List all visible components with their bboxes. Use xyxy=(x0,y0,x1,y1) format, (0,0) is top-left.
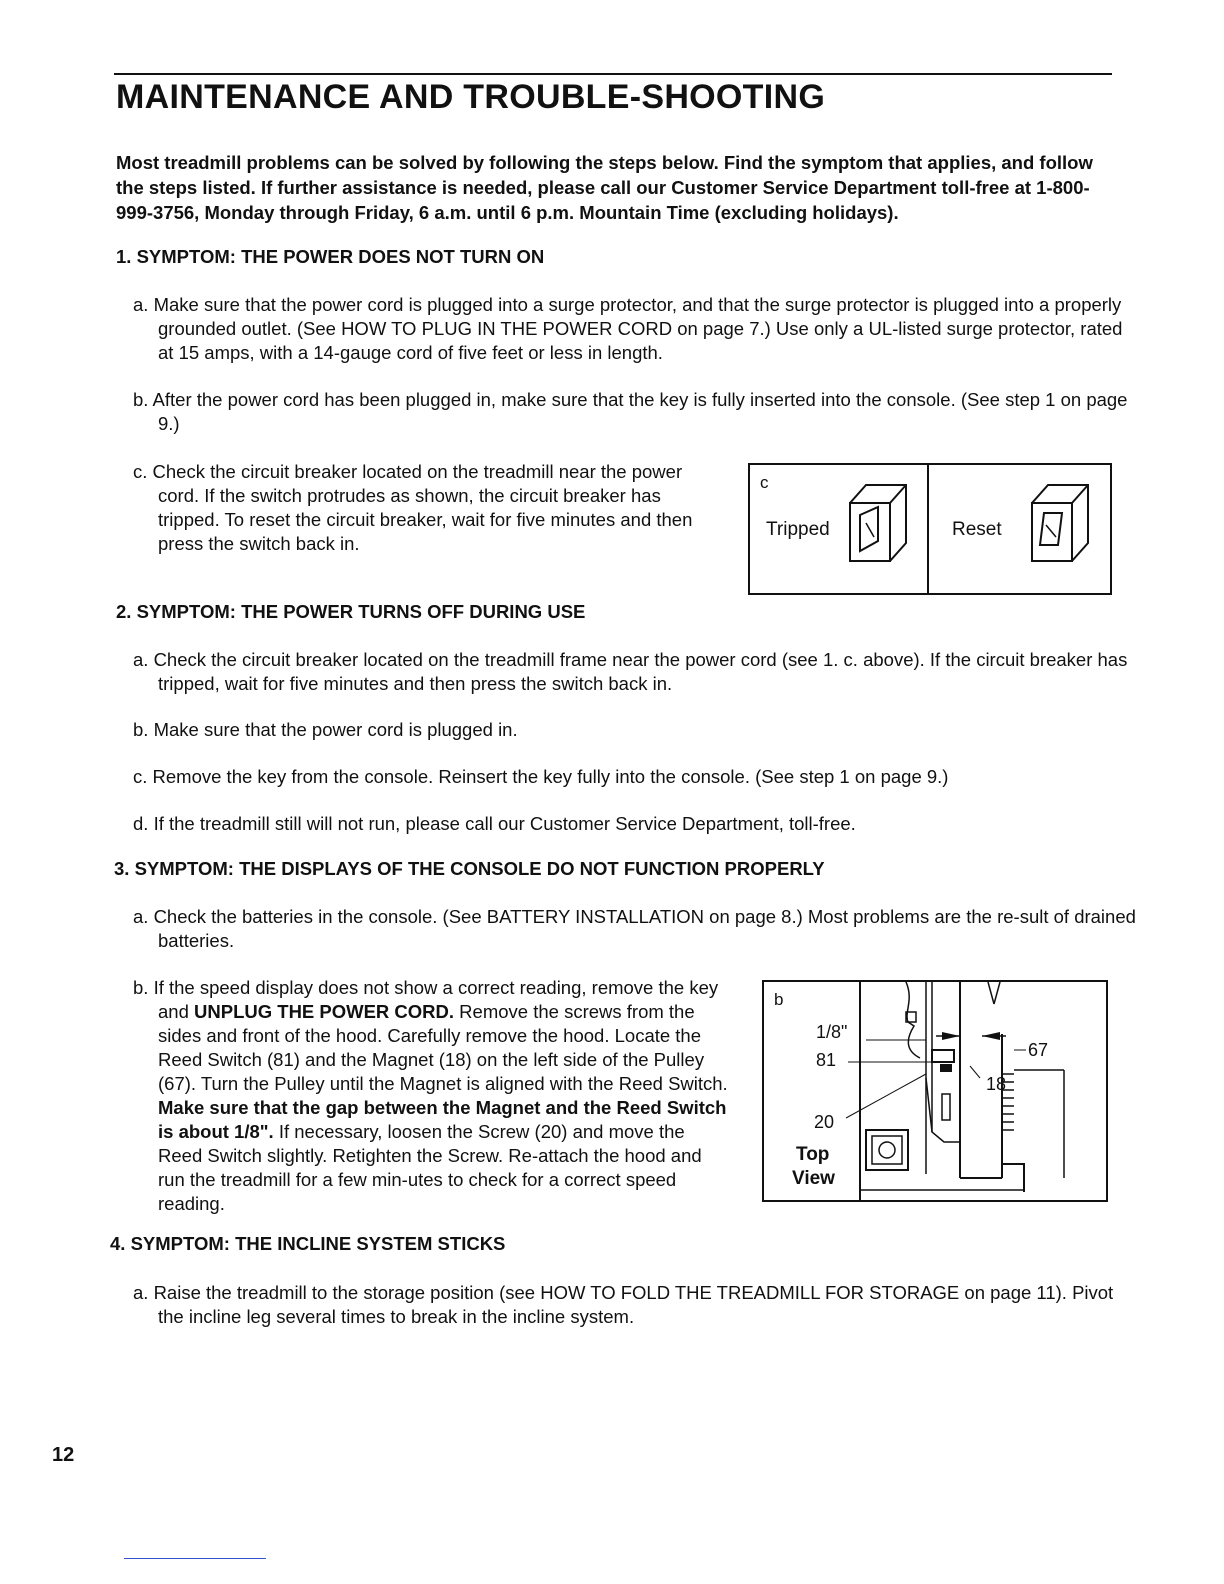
symptom-1-step-b: b. After the power cord has been plugged in, make sure that the key is fully inserted into the console. (See step 1 on page 9.) xyxy=(133,389,1128,434)
gap-instruction: Make sure that the gap between the Magnet and the Reed Switch is about 1/8". xyxy=(158,1097,727,1142)
symptom-3-heading: 3. SYMPTOM: THE DISPLAYS OF THE CONSOLE DO NOT FUNCTION PROPERLY xyxy=(114,858,825,879)
reed-switch-figure xyxy=(762,980,1108,1202)
symptom-2-step-a: a. Check the circuit breaker located on the treadmill frame near the power cord (see 1. c. above). If the circuit breaker has tripped, wait for five minutes and then press the switch back in. xyxy=(133,649,1128,694)
intro-paragraph: Most treadmill problems can be solved by following the steps below. Find the symptom that applies, and follow the steps listed. If further assistance is needed, please call our Customer Service Department toll-free at 1-800-999-3756, Monday through Friday, 6 a.m. until 6 p.m. Mountain Time (excluding holidays). xyxy=(116,152,1093,223)
label-81: 81 xyxy=(816,1050,837,1070)
tripped-label: Tripped xyxy=(766,519,830,540)
top-label: Top xyxy=(796,1144,830,1165)
figure-divider xyxy=(927,465,929,593)
tripped-switch-icon xyxy=(846,479,910,575)
symptom-3-step-a: a. Check the batteries in the console. (See BATTERY INSTALLATION on page 8.) Most problems are the re-sult of drained batteries. xyxy=(133,906,1136,951)
unplug-warning: UNPLUG THE POWER CORD. xyxy=(194,1001,455,1022)
pulley-diagram xyxy=(764,982,1106,1200)
symptom-2-step-b: b. Make sure that the power cord is plugged in. xyxy=(133,719,518,740)
step-b-text-1: b. If the speed display does not show a correct reading, remove the key and xyxy=(133,977,719,1022)
symptom-1-step-c: c. Check the circuit breaker located on the treadmill near the power cord. If the switch protrudes as shown, the circuit breaker has tripped. To reset the circuit breaker, wait for five minutes and then press the switch back in. xyxy=(133,461,693,554)
symptom-2-step-d: d. If the treadmill still will not run, please call our Customer Service Department, toll-free. xyxy=(133,813,856,834)
step-b-text-3: If necessary, loosen the Screw (20) and move the Reed Switch slightly. Retighten the Screw. Re-attach the hood and run the treadmill for a few min-utes to check for a correct speed reading. xyxy=(158,1121,702,1214)
step-b-text-2: Remove the screws from the sides and front of the hood. Carefully remove the hood. Locate the Reed Switch (81) and the Magnet (18) on the left side of the Pulley (67). Turn the Pulley until the Magnet is aligned with the Reed Switch. xyxy=(158,1001,728,1094)
circuit-breaker-figure xyxy=(748,463,1112,595)
symptom-4-heading: 4. SYMPTOM: THE INCLINE SYSTEM STICKS xyxy=(110,1233,506,1254)
label-67: 67 xyxy=(1028,1040,1049,1060)
symptom-2-step-c: c. Remove the key from the console. Reinsert the key fully into the console. (See step 1 on page 9.) xyxy=(133,766,949,787)
footer-line xyxy=(124,1558,266,1559)
header-rule xyxy=(114,73,1112,75)
figure-b-letter: b xyxy=(774,990,784,1009)
symptom-1-step-a: a. Make sure that the power cord is plugged into a surge protector, and that the surge protector is plugged into a properly grounded outlet. (See HOW TO PLUG IN THE POWER CORD on page 7.) Use only a UL-listed surge protector, rated at 15 amps, with a 14-gauge cord of five feet or less in length. xyxy=(133,294,1123,363)
gap-label: 1/8" xyxy=(816,1022,848,1042)
page-title: MAINTENANCE AND TROUBLE-SHOOTING xyxy=(116,78,826,116)
figure-c-letter: c xyxy=(760,473,769,492)
page-number: 12 xyxy=(52,1444,75,1466)
symptom-2-heading: 2. SYMPTOM: THE POWER TURNS OFF DURING USE xyxy=(116,601,586,622)
label-20: 20 xyxy=(814,1112,835,1132)
view-label: View xyxy=(792,1168,835,1189)
symptom-4-step-a: a. Raise the treadmill to the storage position (see HOW TO FOLD THE TREADMILL FOR STORAGE on page 11). Pivot the incline leg several times to break in the incline system. xyxy=(133,1282,1114,1327)
reset-switch-icon xyxy=(1028,479,1092,575)
label-18: 18 xyxy=(986,1074,1007,1094)
symptom-3-step-b xyxy=(133,976,728,1216)
symptom-1-heading: 1. SYMPTOM: THE POWER DOES NOT TURN ON xyxy=(116,246,545,267)
reset-label: Reset xyxy=(952,519,1002,540)
